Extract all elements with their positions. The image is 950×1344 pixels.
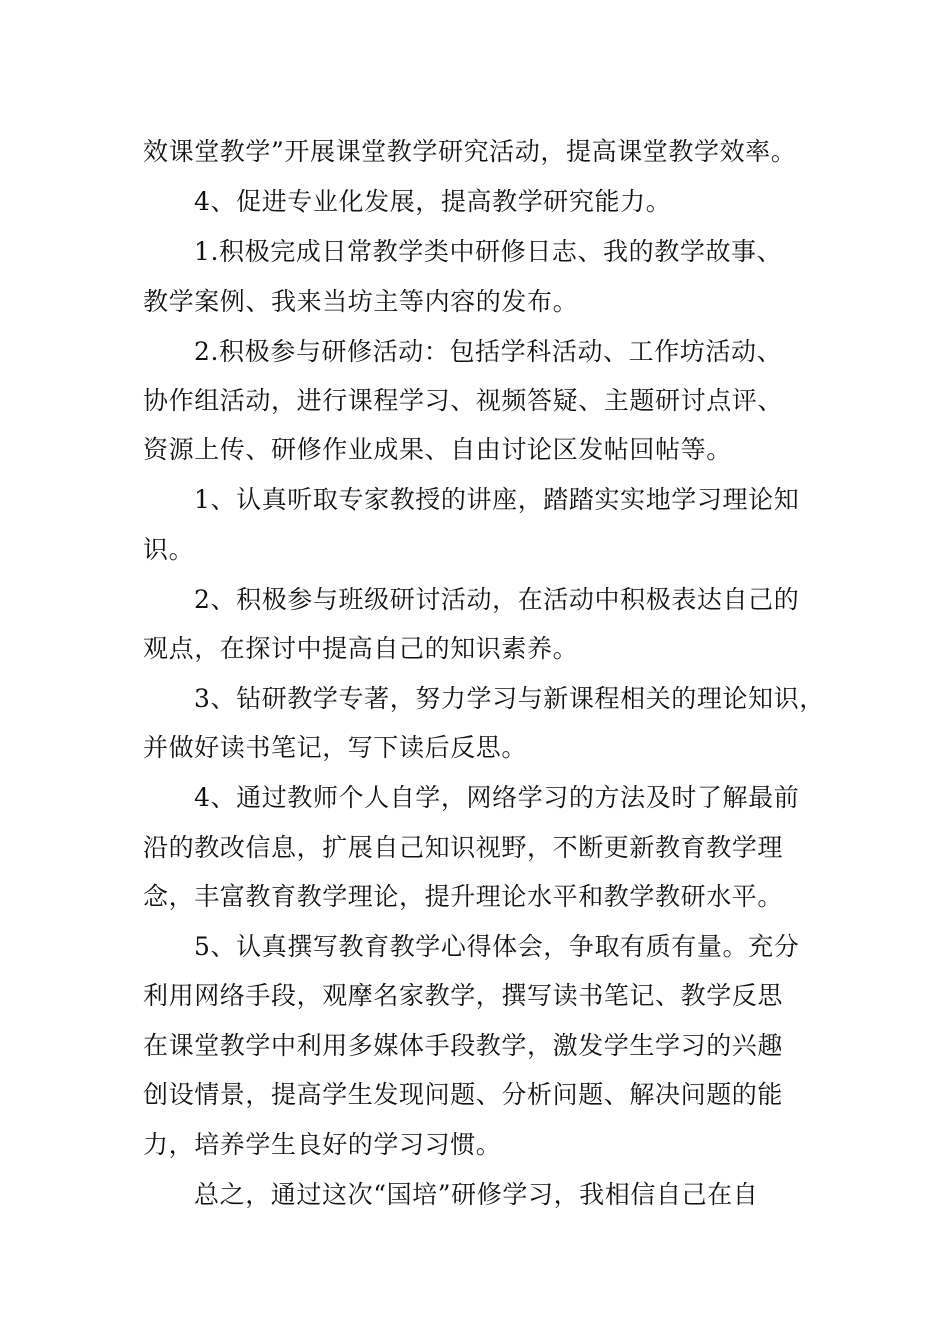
- text-line: 资源上传、研修作业成果、自由讨论区发帖回帖等。: [143, 435, 732, 464]
- text-line: 1、认真听取专家教授的讲座，踏踏实实地学习理论知: [194, 485, 800, 514]
- text-line: 协作组活动，进行课程学习、视频答疑、主题研讨点评、: [143, 386, 784, 415]
- text-line: 2.积极参与研修活动：包括学科活动、工作坊活动、: [194, 337, 783, 366]
- text-line: 4、通过教师个人自学，网络学习的方法及时了解最前: [194, 783, 800, 812]
- text-line: 力，培养学生良好的学习习惯。: [143, 1130, 502, 1159]
- text-line: 念，丰富教育教学理论，提升理论水平和教学教研水平。: [143, 882, 784, 911]
- text-line: 5、认真撰写教育教学心得体会，争取有质有量。充分: [194, 932, 800, 961]
- text-line: 沿的教改信息，扩展自己知识视野，不断更新教育教学理: [143, 833, 784, 862]
- text-line: 并做好读书笔记，写下读后反思。: [143, 733, 528, 762]
- text-line: 利用网络手段，观摩名家教学，撰写读书笔记、教学反思: [143, 981, 784, 1010]
- text-line: 创设情景，提高学生发现问题、分析问题、解决问题的能: [143, 1080, 784, 1109]
- text-line: 效课堂教学”开展课堂教学研究活动，提高课堂教学效率。: [143, 137, 797, 166]
- text-line: 4、促进专业化发展，提高教学研究能力。: [194, 187, 672, 216]
- text-line: 3、钻研教学专著，努力学习与新课程相关的理论知识，: [194, 684, 825, 713]
- text-line: 观点，在探讨中提高自己的知识素养。: [143, 634, 579, 663]
- text-line: 识。: [143, 535, 195, 564]
- text-line: 在课堂教学中利用多媒体手段教学，激发学生学习的兴趣: [143, 1031, 784, 1060]
- text-line: 总之，通过这次“国培”研修学习，我相信自己在自: [194, 1180, 759, 1209]
- text-line: 2、积极参与班级研讨活动，在活动中积极表达自己的: [194, 585, 800, 614]
- text-line: 教学案例、我来当坊主等内容的发布。: [143, 287, 579, 316]
- text-line: 1.积极完成日常教学类中研修日志、我的教学故事、: [194, 237, 783, 266]
